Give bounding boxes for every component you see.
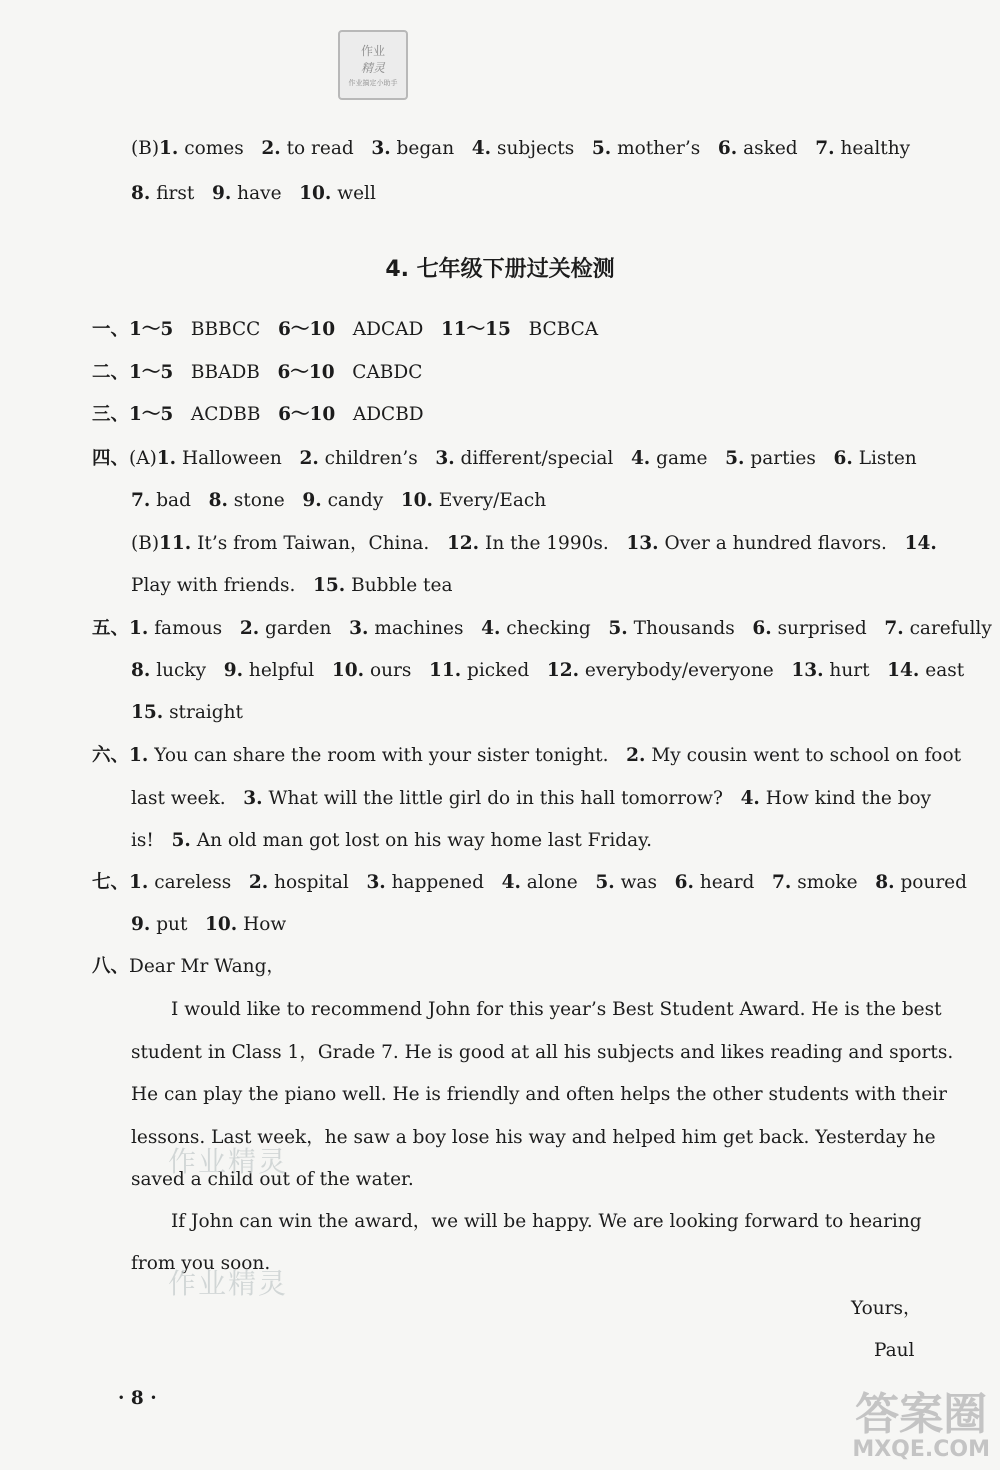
line-bline2: 8. first 9. have 10. well [131,183,376,204]
corner-logo [852,1389,990,1462]
line-s5a: 五、1. famous 2. garden 3. machines 4. checking 5. Thousands 6. surprised 7. carefully [92,618,992,639]
stamp-logo [338,30,408,100]
line-p7: from you soon. [131,1253,271,1274]
section-title: 4. 七年级下册过关检测 [385,257,615,282]
line-s4b: 7. bad 8. stone 9. candy 10. Every/Each [131,490,547,511]
watermark-2: 作业精灵 [168,1267,289,1300]
line-s5b: 8. lucky 9. helpful 10. ours 11. picked 12. everybody/everyone 13. hurt 14. east [131,660,965,681]
line-pnum: · 8 · [118,1388,157,1409]
line-paul: Paul [874,1340,915,1361]
corner-logo-url: MXQE.COM [852,1437,990,1462]
line-s7b: 9. put 10. How [131,914,287,935]
line-bline1: (B)1. comes 2. to read 3. began 4. subjects 5. mother’s 6. asked 7. healthy [131,138,911,159]
line-s8: 八、Dear Mr Wang， [92,956,285,977]
line-s4d: Play with friends. 15. Bubble tea [131,575,453,596]
watermark-1: 作业精灵 [168,1145,289,1178]
line-s4a: 四、(A)1. Halloween 2. children’s 3. different/special 4. game 5. parties 6. Listen [92,448,917,469]
stamp-line3: 作业搞定小助手 [348,79,398,87]
line-s4c: (B)11. It’s from Taiwan，China. 12. In the 1990s. 13. Over a hundred flavors. 14. [131,533,937,554]
line-s6c: is! 5. An old man got lost on his way home last Friday. [131,830,653,851]
corner-logo-text: 答案圈 [855,1389,988,1440]
line-s3: 三、1～5 ACDBB 6～10 ADCBD [92,404,424,425]
line-s2: 二、1～5 BBADB 6～10 CABDC [92,362,423,383]
line-p5: saved a child out of the water. [131,1169,414,1190]
line-s5c: 15. straight [131,702,243,723]
line-p3: He can play the piano well. He is friendly and often helps the other students with their [131,1084,947,1105]
line-s6b: last week. 3. What will the little girl do in this hall tomorrow? 4. How kind the boy [131,788,932,809]
line-s7a: 七、1. careless 2. hospital 3. happened 4. alone 5. was 6. heard 7. smoke 8. poured [92,872,967,893]
line-p4: lessons. Last week，he saw a boy lose his way and helped him get back. Yesterday he [131,1127,936,1148]
line-p2: student in Class 1，Grade 7. He is good at all his subjects and likes reading and sports. [131,1042,954,1063]
line-s6a: 六、1. You can share the room with your sister tonight. 2. My cousin went to school on foot [92,745,962,766]
line-p1: I would like to recommend John for this year’s Best Student Award. He is the best [171,999,942,1020]
stamp-line1: 作业 [360,44,385,58]
line-p6: If John can win the award，we will be happy. We are looking forward to hearing [171,1211,922,1232]
line-yours: Yours， [851,1298,922,1319]
stamp-line2: 精灵 [360,61,385,75]
line-s1: 一、1～5 BBBCC 6～10 ADCAD 11～15 BCBCA [92,319,599,340]
